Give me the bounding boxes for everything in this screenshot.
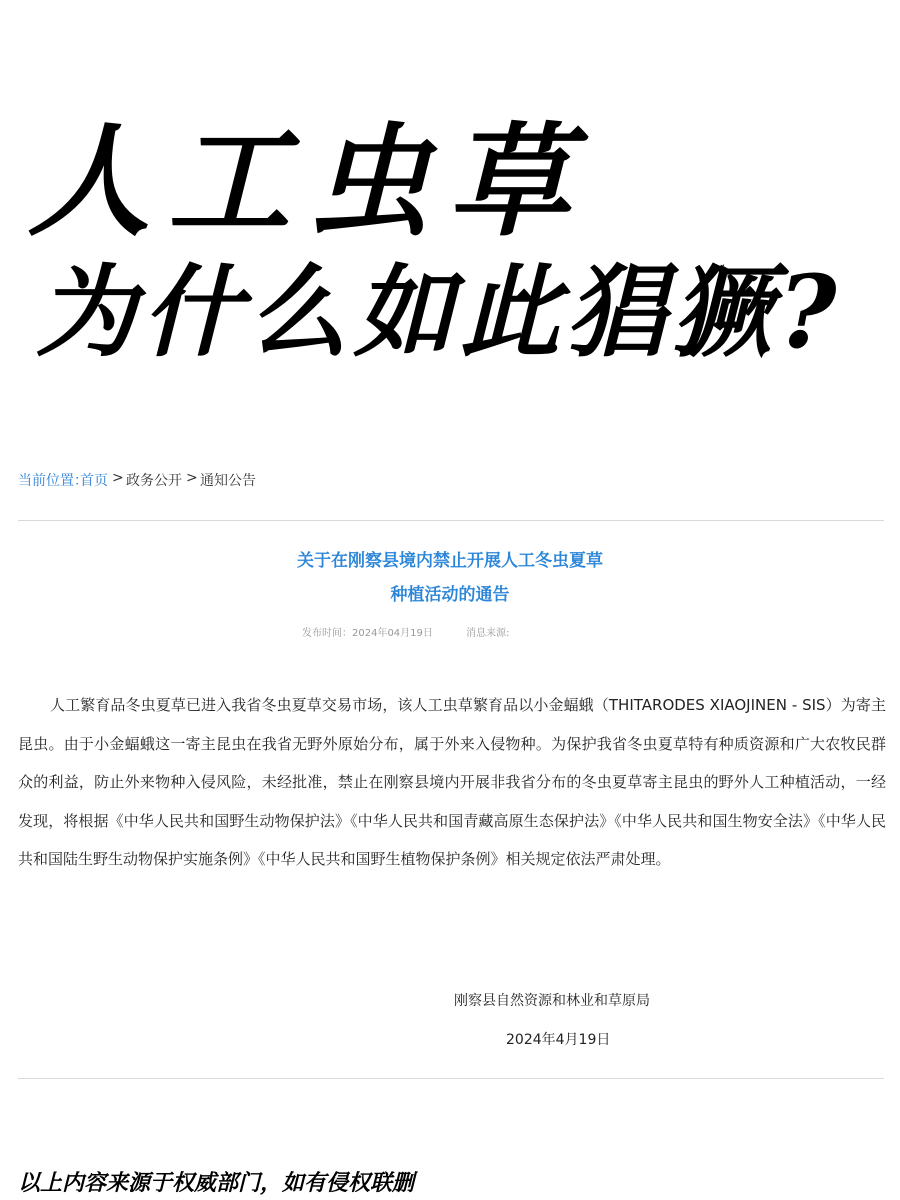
signature-organization: 刚察县自然资源和林业和草原局 — [454, 993, 650, 1009]
notice-body: 人工繁育品冬虫夏草已进入我省冬虫夏草交易市场，该人工虫草繁育品以小金蝠蛾（THITARODES XIAOJINEN - SIS）为寄主昆虫。由于小金蝠蛾这一寄主昆虫在我省无野外原始分布，属于外来入侵物种。为保护我省冬虫夏草特有种质资源和广大农牧民群众的利益，防止外来物种入侵风险，未经批准，禁止在刚察县境内开展非我省分布的冬虫夏草寄主昆虫的野外人工种植活动，一经发现，将根据《中华人民共和国野生动物保护法》《中华人民共和国青藏高原生态保护法》《中华人民共和国生物安全法》《中华人民共和国陆生野生动物保护实施条例》《中华人民共和国野生植物保护条例》相关规定依法严肃处理。 — [18, 696, 886, 868]
breadcrumb-section-link[interactable]: 政务公开 — [126, 473, 182, 489]
headline-title: 人工虫草 — [28, 109, 588, 253]
publish-time: 发布时间：2024年04月19日 — [302, 628, 433, 639]
notice-title-line2: 种植活动的通告 — [390, 585, 510, 605]
breadcrumb — [18, 470, 256, 492]
headline-subtitle: 为什么如此猖獗? — [36, 253, 843, 371]
bottom-divider — [18, 1078, 884, 1079]
breadcrumb-subsection-link[interactable]: 通知公告 — [200, 473, 256, 489]
breadcrumb-current-location: 当前位置： — [18, 473, 88, 489]
signature-date: 2024年4月19日 — [506, 1032, 611, 1048]
top-divider — [18, 520, 884, 521]
breadcrumb-separator: > — [112, 470, 124, 486]
breadcrumb-home-link[interactable]: 首页 — [80, 473, 108, 489]
notice-title-line1: 关于在刚察县境内禁止开展人工冬虫夏草 — [297, 551, 603, 571]
breadcrumb-separator: > — [186, 470, 198, 486]
message-source: 消息来源: — [466, 628, 510, 639]
disclaimer-note: 以上内容来源于权威部门，如有侵权联删 — [18, 1170, 415, 1196]
notice-meta — [302, 624, 509, 639]
